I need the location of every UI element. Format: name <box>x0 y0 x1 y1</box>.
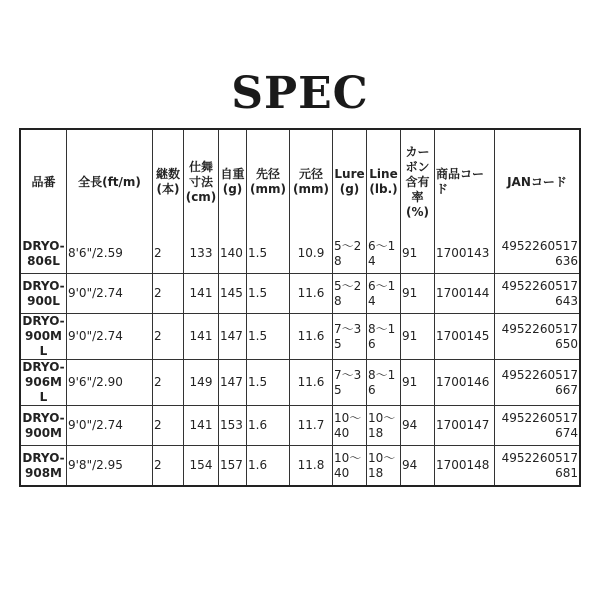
cell-weight: 153 <box>219 406 247 446</box>
cell-butt-diameter: 11.6 <box>290 314 333 360</box>
header-model: 品番 <box>21 130 67 234</box>
cell-model: DRYO-900ML <box>21 314 67 360</box>
cell-pieces: 2 <box>153 406 184 446</box>
page-title: SPEC <box>231 68 369 119</box>
header-carbon: カーボン含有率(%) <box>401 130 435 234</box>
cell-closed-length: 141 <box>184 314 219 360</box>
header-weight: 自重(g) <box>219 130 247 234</box>
table-row <box>21 314 579 360</box>
cell-lure: 5～28 <box>333 234 367 274</box>
cell-carbon: 94 <box>401 446 435 485</box>
cell-lure: 7～35 <box>333 360 367 406</box>
header-row <box>21 130 579 234</box>
cell-model: DRYO-908M <box>21 446 67 485</box>
cell-length: 9'0"/2.74 <box>67 274 153 314</box>
cell-weight: 157 <box>219 446 247 485</box>
cell-length: 9'6"/2.90 <box>67 360 153 406</box>
cell-tip-diameter: 1.5 <box>247 314 290 360</box>
cell-jan-code: 4952260517681 <box>501 450 578 480</box>
header-pieces: 継数(本) <box>153 130 184 234</box>
cell-line: 8～16 <box>367 314 401 360</box>
cell-line: 10～18 <box>367 446 401 485</box>
cell-length: 9'0"/2.74 <box>67 314 153 360</box>
cell-pieces: 2 <box>153 360 184 406</box>
cell-product-code: 1700145 <box>435 314 495 360</box>
cell-model: DRYO-906ML <box>21 360 67 406</box>
cell-pieces: 2 <box>153 446 184 485</box>
cell-model: DRYO-806L <box>21 234 67 274</box>
cell-weight: 147 <box>219 314 247 360</box>
header-lure: Lure(g) <box>333 130 367 234</box>
header-closed-length: 仕舞寸法(cm) <box>184 130 219 234</box>
cell-closed-length: 133 <box>184 234 219 274</box>
cell-product-code: 1700144 <box>435 274 495 314</box>
cell-weight: 147 <box>219 360 247 406</box>
cell-jan-code: 4952260517650 <box>495 314 579 360</box>
table-row <box>21 446 579 485</box>
cell-pieces: 2 <box>153 234 184 274</box>
header-product-code: 商品コード <box>435 130 495 234</box>
cell-jan-code: 4952260517667 <box>495 360 579 406</box>
cell-jan-code: 4952260517643 <box>495 274 579 314</box>
cell-butt-diameter: 11.6 <box>290 274 333 314</box>
cell-model: DRYO-900M <box>21 406 67 446</box>
cell-butt-diameter: 11.7 <box>290 406 333 446</box>
cell-jan-code: 4952260517636 <box>495 234 579 274</box>
cell-tip-diameter: 1.5 <box>247 274 290 314</box>
cell-carbon: 91 <box>401 360 435 406</box>
cell-pieces: 2 <box>153 274 184 314</box>
table-row <box>21 406 579 446</box>
cell-jan-code: 4952260517674 <box>495 406 579 446</box>
cell-product-code: 1700148 <box>435 446 495 485</box>
cell-carbon: 91 <box>401 234 435 274</box>
cell-closed-length: 154 <box>184 446 219 485</box>
header-butt-diameter: 元径(mm) <box>290 130 333 234</box>
cell-length: 9'0"/2.74 <box>67 406 153 446</box>
cell-tip-diameter: 1.6 <box>247 446 290 485</box>
header-jan-code: JANコード <box>507 174 567 189</box>
cell-lure: 10～40 <box>333 406 367 446</box>
cell-line: 6～14 <box>367 234 401 274</box>
cell-pieces: 2 <box>153 314 184 360</box>
cell-butt-diameter: 11.8 <box>290 446 333 485</box>
header-tip-diameter: 先径(mm) <box>247 130 290 234</box>
table-row <box>21 360 579 406</box>
spec-table <box>19 128 581 487</box>
cell-line: 6～14 <box>367 274 401 314</box>
cell-product-code: 1700147 <box>435 406 495 446</box>
cell-closed-length: 141 <box>184 406 219 446</box>
cell-closed-length: 141 <box>184 274 219 314</box>
cell-line: 10～18 <box>367 406 401 446</box>
cell-carbon: 91 <box>401 314 435 360</box>
cell-line: 8～16 <box>367 360 401 406</box>
cell-butt-diameter: 11.6 <box>290 360 333 406</box>
cell-weight: 140 <box>219 234 247 274</box>
cell-closed-length: 149 <box>184 360 219 406</box>
cell-lure: 7～35 <box>333 314 367 360</box>
cell-butt-diameter: 10.9 <box>290 234 333 274</box>
cell-tip-diameter: 1.6 <box>247 406 290 446</box>
cell-lure: 5～28 <box>333 274 367 314</box>
cell-carbon: 94 <box>401 406 435 446</box>
cell-model: DRYO-900L <box>21 274 67 314</box>
cell-lure: 10～40 <box>333 446 367 485</box>
cell-length: 8'6"/2.59 <box>67 234 153 274</box>
cell-tip-diameter: 1.5 <box>247 360 290 406</box>
cell-product-code: 1700146 <box>435 360 495 406</box>
cell-weight: 145 <box>219 274 247 314</box>
cell-carbon: 91 <box>401 274 435 314</box>
header-length: 全長(ft/m) <box>67 130 153 234</box>
table-row <box>21 234 579 274</box>
cell-length: 9'8"/2.95 <box>67 446 153 485</box>
header-line: Line(lb.) <box>367 130 401 234</box>
table-row <box>21 274 579 314</box>
cell-product-code: 1700143 <box>435 234 495 274</box>
cell-tip-diameter: 1.5 <box>247 234 290 274</box>
